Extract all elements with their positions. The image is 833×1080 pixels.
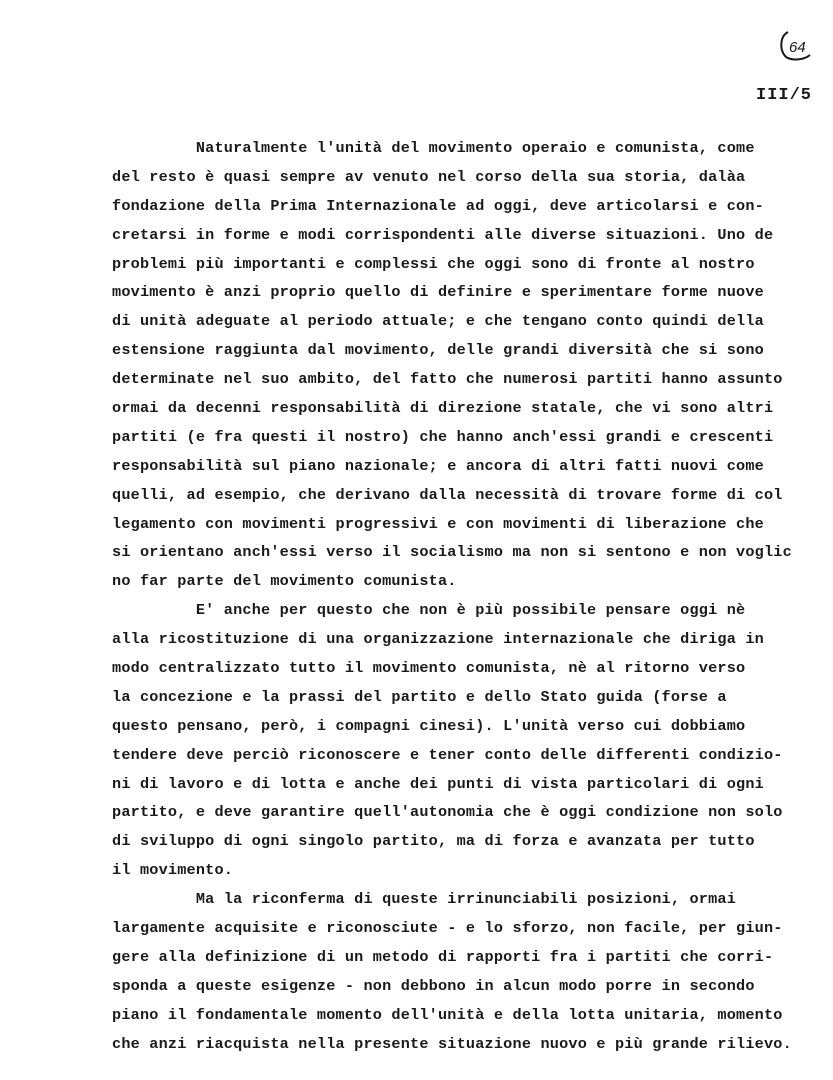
text-line: sponda a queste esigenze - non debbono in alcun modo porre in secondo [112, 976, 755, 995]
text-line: quelli, ad esempio, che derivano dalla necessità di trovare forme di col [112, 485, 783, 504]
text-line: questo pensano, però, i compagni cinesi). L'unità verso cui dobbiamo [112, 716, 746, 735]
text-line: alla ricostituzione di una organizzazione internazionale che diriga in [112, 630, 764, 649]
text-line: piano il fondamentale momento dell'unità e della lotta unitaria, momento [112, 1005, 783, 1024]
text-line: tendere deve perciò riconoscere e tener conto delle differenti condizio- [112, 745, 783, 764]
text-line: determinate nel suo ambito, del fatto che numerosi partiti hanno assunto [112, 370, 783, 389]
text-line: ormai da decenni responsabilità di direzione statale, che vi sono altri [112, 399, 774, 418]
text-line: Naturalmente l'unità del movimento operaio e comunista, come [112, 139, 755, 157]
text-line: estensione raggiunta dal movimento, delle grandi diversità che si sono [112, 341, 764, 360]
text-line: fondazione della Prima Internazionale ad oggi, deve articolarsi e con- [112, 196, 764, 215]
text-line: problemi più importanti e complessi che oggi sono di fronte al nostro [112, 254, 755, 273]
document-body [112, 134, 828, 1059]
text-line: il movimento. [112, 861, 234, 880]
text-line: largamente acquisite e riconosciute - e lo sforzo, non facile, per giun- [112, 919, 783, 938]
archive-stamp-text: 64 [789, 39, 806, 56]
text-line: no far parte del movimento comunista. [112, 572, 457, 591]
text-line: modo centralizzato tutto il movimento comunista, nè al ritorno verso [112, 659, 746, 678]
text-line: legamento con movimenti progressivi e con movimenti di liberazione che [112, 514, 764, 533]
text-line: movimento è anzi proprio quello di definire e sperimentare forme nuove [112, 283, 764, 302]
text-line: responsabilità sul piano nazionale; e ancora di altri fatti nuovi come [112, 456, 764, 475]
text-line: ni di lavoro e di lotta e anche dei punti di vista particolari di ogni [112, 774, 764, 793]
text-line: di unità adeguate al periodo attuale; e che tengano conto quindi della [112, 312, 764, 331]
text-line: la concezione e la prassi del partito e dello Stato guida (forse a [112, 687, 727, 706]
archive-stamp [776, 28, 816, 62]
text-line: partiti (e fra questi il nostro) che hanno anch'essi grandi e crescenti [112, 427, 774, 446]
text-line: gere alla definizione di un metodo di rapporti fra i partiti che corri- [112, 947, 774, 966]
text-line: si orientano anch'essi verso il socialismo ma non si sentono e non voglic [112, 543, 792, 562]
text-line: del resto è quasi sempre av venuto nel corso della sua storia, dalàa [112, 167, 746, 186]
text-line: che anzi riacquista nella presente situazione nuovo e più grande rilievo. [112, 1034, 792, 1053]
text-line: cretarsi in forme e modi corrispondenti alle diverse situazioni. Uno de [112, 225, 774, 244]
page-number: III/5 [756, 86, 813, 105]
text-line: partito, e deve garantire quell'autonomia che è oggi condizione non solo [112, 803, 783, 822]
text-line: di sviluppo di ogni singolo partito, ma di forza e avanzata per tutto [112, 832, 755, 851]
text-line: Ma la riconferma di queste irrinunciabili posizioni, ormai [112, 890, 737, 909]
text-line: E' anche per questo che non è più possibile pensare oggi nè [112, 601, 746, 620]
